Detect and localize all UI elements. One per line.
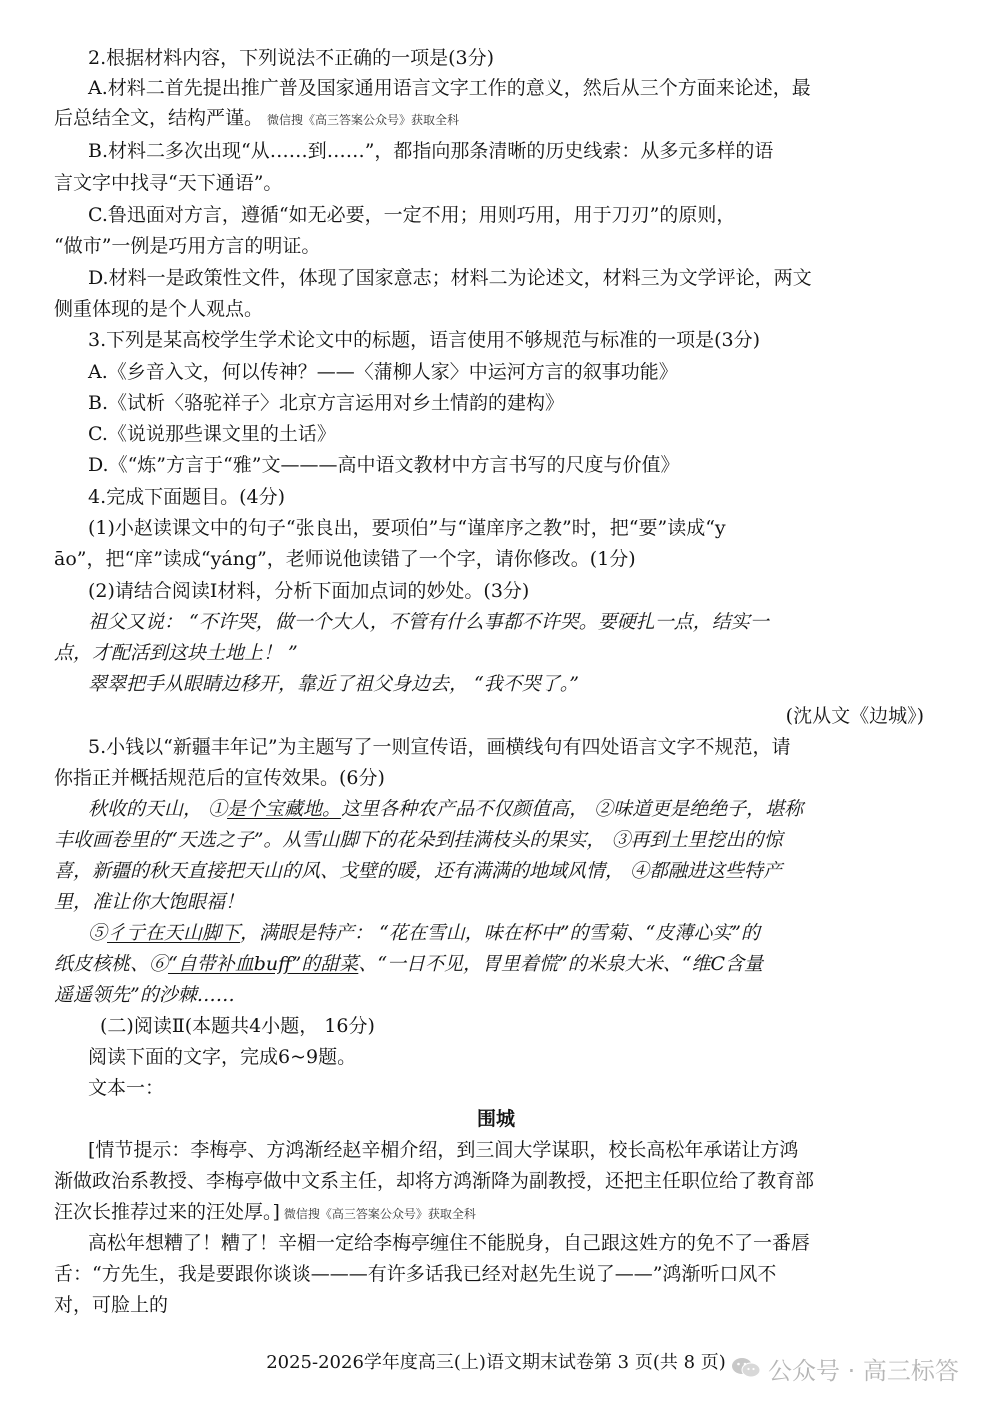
q4-part2: (2)请结合阅读Ⅰ材料，分析下面加点词的妙处。(3分) — [88, 580, 530, 602]
q2-option-d-line2: 侧重体现的是个人观点。 — [54, 298, 264, 320]
plot-tip-line1: [情节提示：李梅亭、方鸿渐经赵辛楣介绍，到三闾大学谋职，校长高松年承诺让方鸿 — [88, 1139, 799, 1161]
q3-option-c: C.《说说那些课文里的土话》 — [88, 423, 336, 445]
q3-option-a: A.《乡音入文，何以传神？——〈蒲柳人家〉中运河方言的叙事功能》 — [88, 361, 678, 383]
reading2-heading: (二)阅读Ⅱ(本题共4小题， 16分) — [100, 1015, 375, 1037]
q2-stem: 2.根据材料内容，下列说法不正确的一项是(3分) — [88, 47, 495, 69]
q5-slogan-line4: 里，准让你大饱眼福！ — [54, 891, 245, 913]
q5-slogan-line7: 遥遥领先”的沙棘…… — [54, 984, 235, 1006]
q5-slogan-text: 秋收的天山， ① — [88, 798, 228, 820]
q5-slogan-text: 这里各种农产品不仅颜值高， ②味道更是绝绝子，堪称 — [341, 798, 804, 820]
q3-stem: 3.下列是某高校学生学术论文中的标题，语言使用不够规范与标准的一项是(3分) — [88, 329, 761, 351]
watermark-text: 微信搜《高三答案公众号》获取全科 — [267, 113, 460, 127]
q5-slogan-line5 — [0, 919, 992, 947]
plot-tip-line3 — [0, 1198, 992, 1226]
watermark-text: 微信搜《高三答案公众号》获取全科 — [283, 1207, 476, 1221]
q4-stem: 4.完成下面题目。(4分) — [88, 486, 286, 508]
q2-option-d-line1: D.材料一是政策性文件，体现了国家意志；材料二为论述文，材料三为文学评论，两文 — [88, 267, 812, 289]
page-footer: 2025-2026学年度高三(上)语文期末试卷第 3 页(共 8 页) — [266, 1352, 726, 1373]
passage-line2: 舌：“方先生，我是要跟你谈谈———有许多话我已经对赵先生说了——”鸿渐听口风不 — [54, 1263, 777, 1285]
passage-title: 围城 — [476, 1108, 515, 1130]
q5-slogan-line2: 丰收画卷里的“天选之子”。从雪山脚下的花朵到挂满枝头的果实， ③再到土里挖出的惊 — [54, 829, 783, 851]
passage-line3: 对，可脸上的 — [54, 1294, 169, 1316]
q3-option-d: D.《“炼”方言于“雅”文———高中语文教材中方言书写的尺度与价值》 — [88, 454, 680, 476]
q2-option-a-line2 — [0, 104, 992, 132]
q5-slogan-text: ，满眼是特产： “花在雪山，味在杯中”的雪菊、“皮薄心实”的 — [240, 922, 760, 944]
q5-underlined-sentence-6: “自带补血buff”的甜菜 — [168, 953, 359, 975]
q4-quote-line2: 点，才配活到这块土地上！ ” — [54, 642, 298, 664]
q4-part1-line1: (1)小赵读课文中的句子“张良出，要项伯”与“谨庠序之教”时，把“要”读成“y — [88, 517, 726, 539]
q2-option-a-line1: A.材料二首先提出推广普及国家通用语言文字工作的意义，然后从三个方面来论述，最 — [88, 77, 811, 99]
q5-slogan-text: 纸皮核桃、⑥ — [54, 953, 169, 975]
q5-slogan-line3: 喜，新疆的秋天直接把天山的风、戈壁的暖，还有满满的地域风情， ④都融进这些特产 — [54, 860, 783, 882]
q5-slogan-text: 、“一日不见，胃里着慌”的米泉大米、“维C含量 — [358, 953, 763, 975]
q4-quote-line3: 翠翠把手从眼睛边移开，靠近了祖父身边去， “我不哭了。” — [88, 673, 579, 695]
q5-stem-line1: 5.小钱以“新疆丰年记”为主题写了一则宣传语，画横线句有四处语言文字不规范，请 — [88, 736, 791, 758]
q2-option-c-line1: C.鲁迅面对方言，遵循“如无必要，一定不用；用则巧用，用于刀刃”的原则， — [88, 204, 736, 226]
reading2-instruction: 阅读下面的文字，完成6~9题。 — [88, 1046, 357, 1068]
q4-part1-line2: āo”，把“庠”读成“yáng”，老师说他读错了一个字，请你修改。(1分) — [54, 548, 636, 570]
q2-option-b-line1: B.材料二多次出现“从……到……”，都指向那条清晰的历史线索：从多元多样的语 — [88, 140, 774, 162]
q5-underlined-sentence-1: 是个宝藏地。 — [227, 798, 342, 820]
wechat-icon — [730, 1356, 762, 1380]
brand-watermark — [730, 1353, 959, 1383]
q2-option-a-text: 后总结全文，结构严谨。 — [54, 107, 264, 129]
q2-option-b-line2: 言文字中找寻“天下通语”。 — [54, 172, 283, 194]
q2-option-c-line2: “做市”一例是巧用方言的明证。 — [54, 235, 321, 257]
text1-label: 文本一： — [88, 1077, 165, 1099]
brand-label: 公众号 · 高三标答 — [768, 1356, 959, 1385]
plot-tip-line2: 渐做政治系教授、李梅亭做中文系主任，却将方鸿渐降为副教授，还把主任职位给了教育部 — [54, 1170, 815, 1192]
q4-quote-line1: 祖父又说： “不许哭，做一个大人，不管有什么事都不许哭。要硬扎一点，结实一 — [88, 611, 769, 633]
passage-line1: 高松年想糟了！糟了！辛楣一定给李梅亭缠住不能脱身，自己跟这姓方的免不了一番唇 — [88, 1232, 811, 1254]
q3-option-b: B.《试析〈骆驼祥子〉北京方言运用对乡土情韵的建构》 — [88, 392, 565, 414]
q5-underlined-sentence-5: 彳亍在天山脚下 — [107, 922, 241, 944]
q5-slogan-line1 — [0, 795, 992, 823]
q4-source: (沈从文《边城》) — [785, 705, 924, 727]
q5-slogan-line6 — [0, 950, 992, 978]
q5-stem-line2: 你指正并概括规范后的宣传效果。(6分) — [54, 767, 385, 789]
q5-slogan-text: ⑤ — [88, 922, 108, 944]
plot-tip-text: 汪次长推荐过来的汪处厚。] — [54, 1201, 280, 1223]
